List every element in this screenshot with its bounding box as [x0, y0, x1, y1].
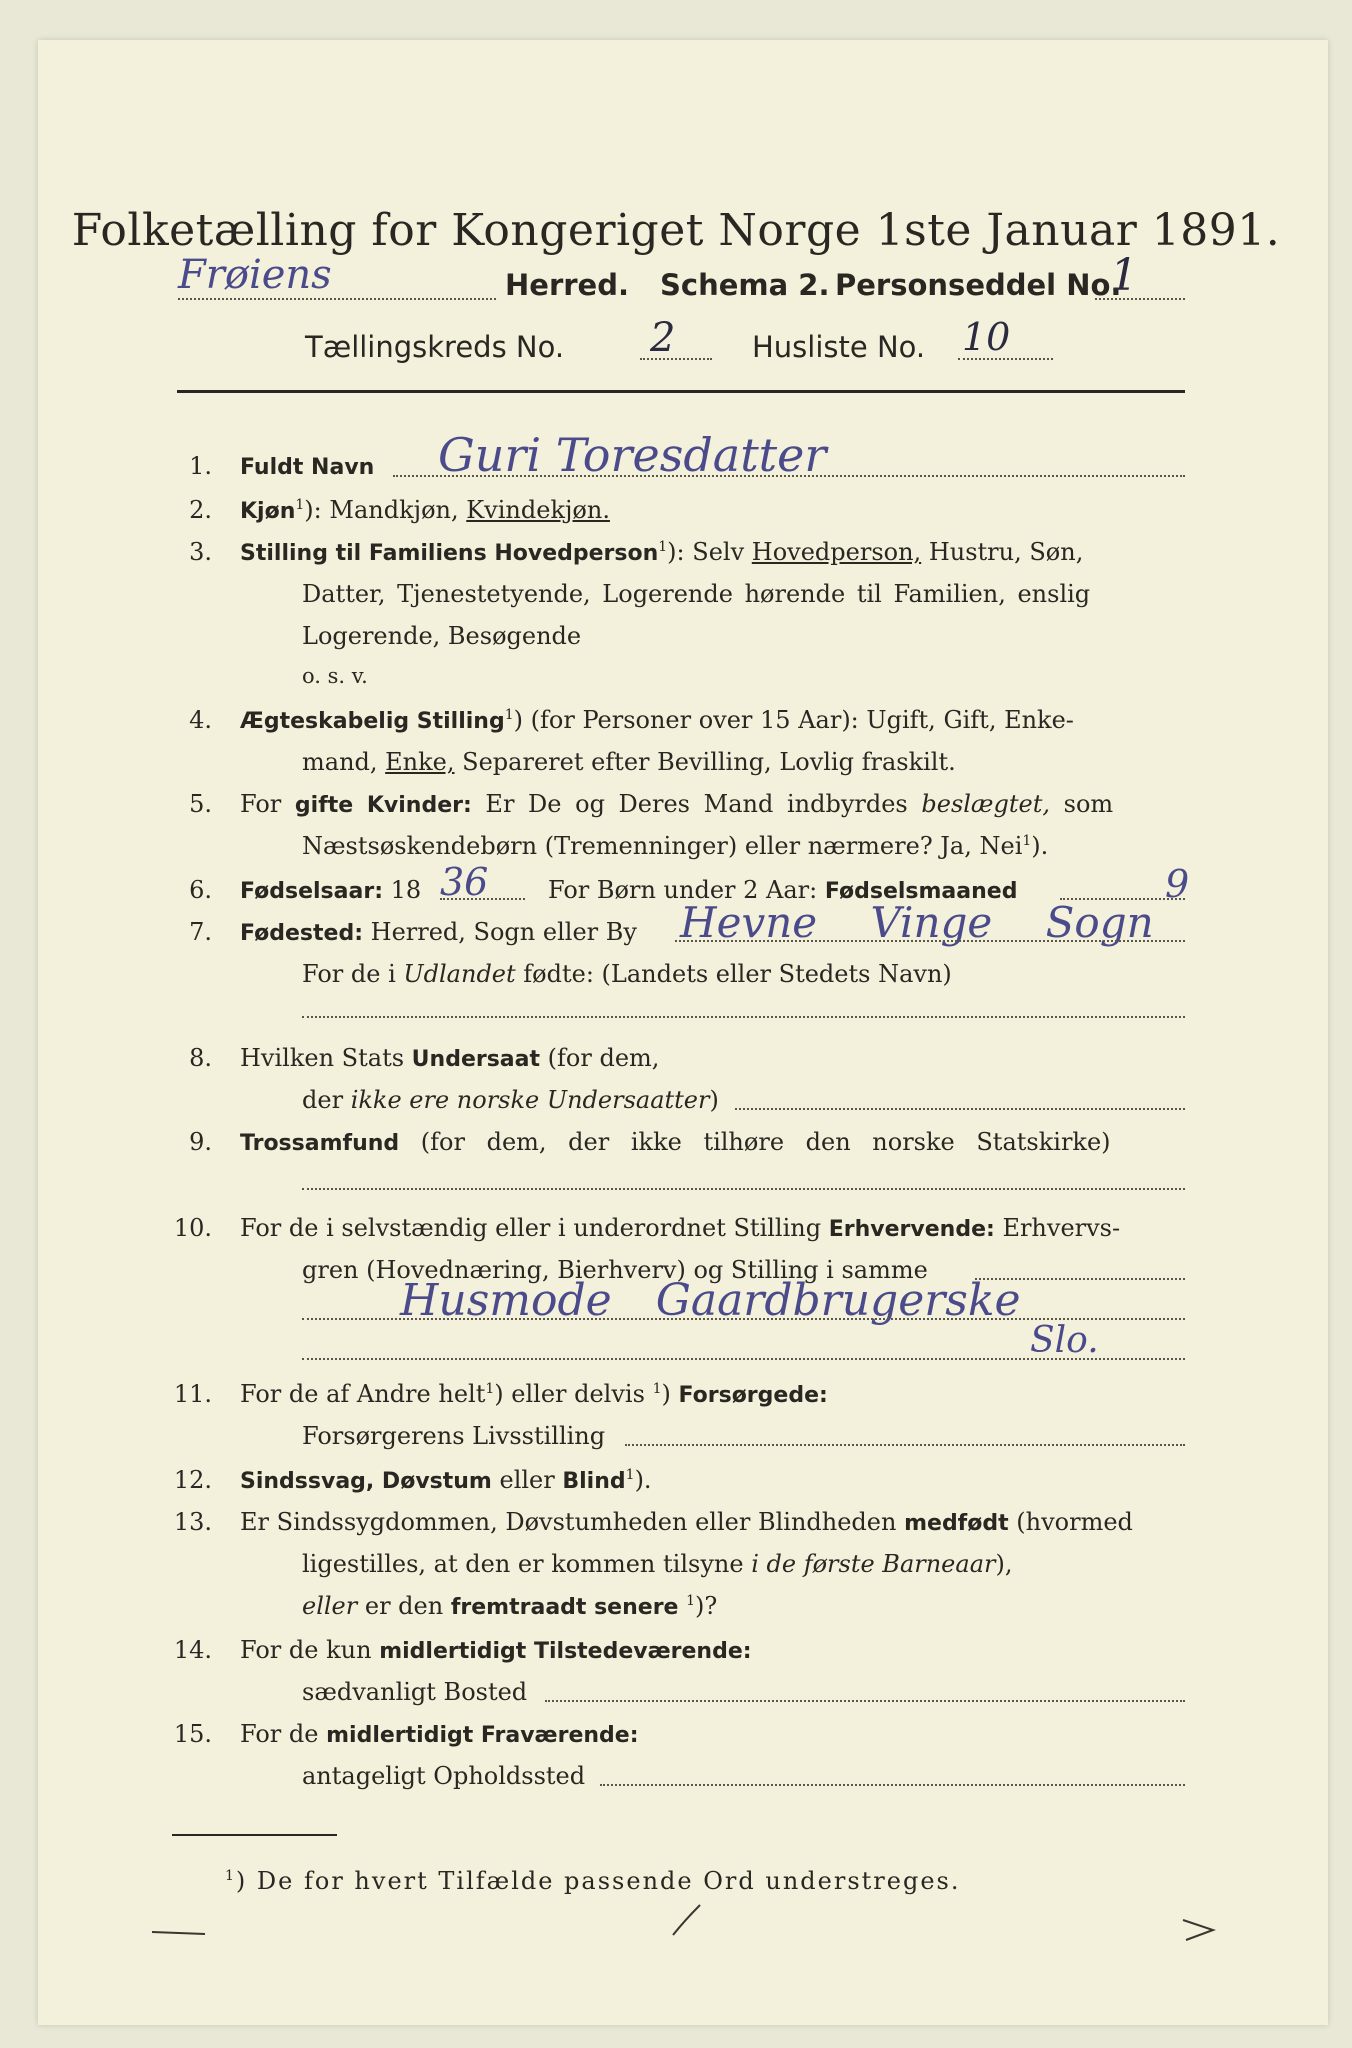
q5-number: 5.: [189, 790, 212, 818]
q12-number: 12.: [173, 1466, 212, 1494]
q9-number: 9.: [189, 1128, 212, 1156]
schema-label: Schema 2.: [660, 268, 830, 302]
header-rule: [177, 390, 1185, 393]
q12-line: Sindssvag, Døvstum eller Blind$^1$).: [240, 1466, 652, 1494]
q7-number: 7.: [189, 918, 212, 946]
q7-dotted-line: [675, 940, 1185, 942]
q2-number: 2.: [189, 496, 212, 524]
q10-number: 10.: [173, 1214, 212, 1242]
q11-line-2: Forsørgerens Livsstilling: [302, 1422, 606, 1450]
q10-dotted-line-3: [302, 1358, 1185, 1360]
form-title: Folketælling for Kongeriget Norge 1ste Januar 1891.: [71, 205, 1281, 256]
q6-line: Fødselsaar: 18: [240, 876, 422, 904]
q15-dotted-line: [600, 1784, 1185, 1786]
q4-line-2: mand, Enke, Separeret efter Bevilling, Lovlig fraskilt.: [302, 748, 956, 776]
q9-line: Trossamfund (for dem, der ikke tilhøre den norske Statskirke): [240, 1128, 1111, 1156]
q11-line-1: For de af Andre helt$^1$) eller delvis $^1$) Forsørgede:: [240, 1380, 828, 1408]
footnote: $^1$) De for hvert Tilfælde passende Ord understreges.: [225, 1867, 961, 1895]
q7-line-1: Fødested: Herred, Sogn eller By: [240, 918, 637, 946]
q8-dotted-line: [735, 1108, 1185, 1110]
ink-mark-center: [665, 1900, 705, 1940]
q1-label: Fuldt Navn: [240, 455, 375, 480]
taellingskreds-dotted-line: [640, 358, 712, 360]
q4-line-1: Ægteskabelig Stilling$^1$) (for Personer over 15 Aar): Ugift, Gift, Enke-: [240, 706, 1074, 734]
husliste-label: Husliste No.: [752, 330, 926, 364]
q3-line-1: Stilling til Familiens Hovedperson$^1$): Selv Hovedperson, Hustru, Søn,: [240, 538, 1084, 566]
q15-line-2: antageligt Opholdssted: [302, 1762, 586, 1790]
q6-line-b: For Børn under 2 Aar: Fødselsmaaned: [548, 876, 1018, 904]
q10-line-1: For de i selvstændig eller i underordnet Stilling Erhvervende: Erhvervs-: [240, 1214, 1121, 1242]
q3-line-2: Datter, Tjenestetyende, Logerende hørende til Familien, enslig: [302, 580, 1091, 608]
personseddel-label: Personseddel No.: [835, 268, 1122, 302]
q7-value: Hevne Vinge Sogn: [680, 898, 1154, 947]
q6-number: 6.: [189, 876, 212, 904]
q13-line-2: ligestilles, at den er kommen tilsyne i de første Barneaar),: [302, 1550, 1013, 1578]
q14-dotted-line: [545, 1700, 1185, 1702]
q10-value-2: Slo.: [1030, 1320, 1099, 1361]
personseddel-value: 1: [1110, 250, 1138, 301]
taellingskreds-label: Tællingskreds No.: [305, 330, 565, 364]
q5-line-2: Næstsøskendebørn (Tremenninger) eller nærmere? Ja, Nei$^1$).: [302, 832, 1049, 860]
q7-line-2: For de i Udlandet fødte: (Landets eller Stedets Navn): [302, 960, 952, 988]
taellingskreds-value: 2: [650, 315, 676, 361]
q10-value: Husmode Gaardbrugerske: [400, 1275, 1021, 1326]
footnote-rule: [172, 1834, 337, 1836]
q1-value: Guri Toresdatter: [438, 428, 827, 482]
husliste-value: 10: [962, 315, 1011, 359]
herred-dotted-line: [178, 298, 496, 300]
q9-dotted-line: [302, 1188, 1185, 1190]
q11-number: 11.: [173, 1380, 212, 1408]
q4-number: 4.: [189, 706, 212, 734]
q3-underlined-answer: Hovedperson,: [751, 538, 922, 566]
husliste-dotted-line: [958, 358, 1053, 360]
q15-number: 15.: [173, 1720, 212, 1748]
q13-line-1: Er Sindssygdommen, Døvstumheden eller Blindheden medfødt (hvormed: [240, 1508, 1133, 1536]
q8-number: 8.: [189, 1044, 212, 1072]
q14-line-1: For de kun midlertidigt Tilstedeværende:: [240, 1636, 752, 1664]
q8-line-2: der ikke ere norske Undersaatter): [302, 1086, 719, 1114]
q6-year-dotted-line: [440, 898, 525, 900]
q2-underlined-answer: Kvindekjøn.: [466, 496, 610, 524]
q14-line-2: sædvanligt Bosted: [302, 1678, 528, 1706]
herred-value: Frøiens: [178, 252, 332, 298]
personseddel-dotted-line: [1095, 298, 1185, 300]
q15-line-1: For de midlertidigt Fraværende:: [240, 1720, 639, 1748]
q10-line-2: gren (Hovednæring, Bierhverv) og Stilling i samme: [302, 1256, 928, 1284]
q1-number: 1.: [189, 452, 212, 480]
q3-line-3: Logerende, Besøgende: [302, 622, 582, 650]
ink-mark-right: [1178, 1915, 1218, 1945]
q6-month-value: 9: [1165, 862, 1190, 906]
q2-line: Kjøn$^1$): Mandkjøn, Kvindekjøn.: [240, 496, 610, 524]
q8-line-1: Hvilken Stats Undersaat (for dem,: [240, 1044, 660, 1072]
q13-number: 13.: [173, 1508, 212, 1536]
herred-label: Herred.: [505, 268, 629, 302]
ink-mark-left: [150, 1922, 210, 1942]
q4-underlined-answer: Enke,: [385, 748, 455, 776]
q6-year-value: 36: [440, 860, 489, 904]
q7-dotted-line-2: [302, 1016, 1185, 1018]
q5-line-1: For gifte Kvinder: Er De og Deres Mand indbyrdes beslægtet, som: [240, 790, 1114, 818]
q13-line-3: eller er den fremtraadt senere $^1$)?: [302, 1592, 718, 1620]
q3-number: 3.: [189, 538, 212, 566]
q11-dotted-line: [625, 1444, 1185, 1446]
census-form-sheet: [38, 40, 1328, 2025]
q14-number: 14.: [173, 1636, 212, 1664]
q1-dotted-line: [393, 475, 1185, 477]
q3-line-4: o. s. v.: [302, 664, 368, 688]
